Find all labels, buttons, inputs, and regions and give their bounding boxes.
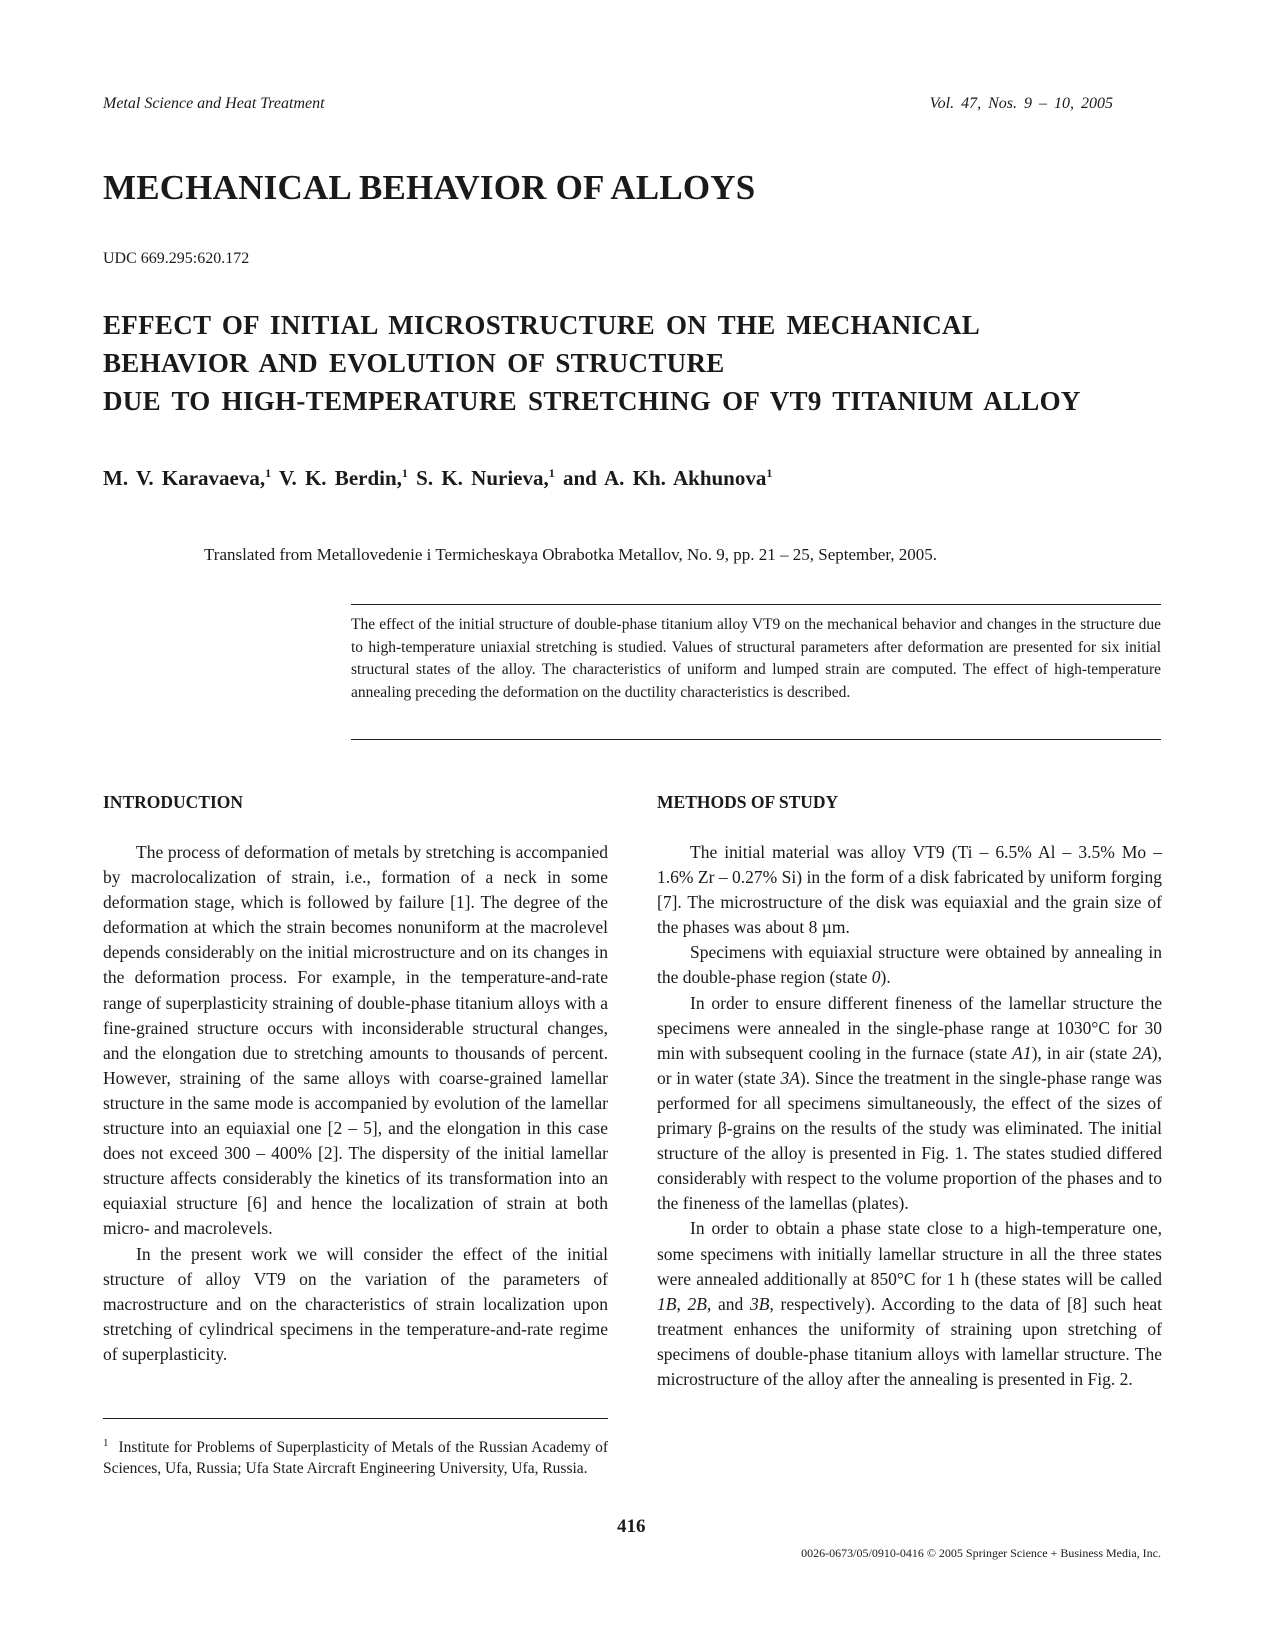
text-run: ). Since the treatment in the single-phase range was performed for all specimens simultaneously, the effect of the sizes of primary β-grains on the results of the study was eliminated. The initial structure of the alloy is presented in Fig. 1. The states studied differed considerably with respect to the volume proportion of the phases and to the fineness of the lamellas (plates). xyxy=(657,1067,1162,1214)
text-run: In order to obtain a phase state close to a high-temperature one, some specimens with initially lamellar structure in all the three states were annealed additionally at 850°C for 1 h (these states will be called xyxy=(657,1218,1162,1289)
introduction-paragraph: In the present work we will consider the effect of the initial structure of alloy VT9 on the variation of the parameters of macrostructure and on the characteristics of strain localization upon stretching of cylindrical specimens in the temperature-and-rate regime of superplasticity. xyxy=(103,1243,608,1364)
text-run: In order to ensure different fineness of the lamellar structure the specimens were annealed in the single-phase range at 1030°C for 30 min with subsequent cooling in the furnace (state xyxy=(657,992,1162,1063)
text-run: , xyxy=(676,1293,688,1314)
title-line-1: EFFECT OF INITIAL MICROSTRUCTURE ON THE MECHANICAL xyxy=(103,310,981,340)
author-name: M. V. Karavaeva, xyxy=(103,466,266,490)
article-title xyxy=(103,306,1183,420)
left-column xyxy=(103,790,608,1367)
copyright-line: 0026-0673/05/0910-0416 © 2005 Springer Science + Business Media, Inc. xyxy=(801,1546,1161,1560)
methods-paragraph xyxy=(657,940,1162,990)
page-number: 416 xyxy=(617,1516,646,1537)
state-label: 1B xyxy=(657,1293,677,1314)
state-label: 2A xyxy=(1132,1042,1152,1063)
affiliation-mark: 1 xyxy=(766,466,773,480)
methods-heading: METHODS OF STUDY xyxy=(657,792,839,812)
text-run: ), or in water (state xyxy=(657,1042,1162,1088)
abstract: The effect of the initial structure of double-phase titanium alloy VT9 on the mechanical behavior and changes in the structure due to high-temperature uniaxial stretching is studied. Values of structural parameters after deformation are presented for six initial structural states of the alloy. The characteristics of uniform and lumped strain are computed. The effect of high-temperature annealing preceding the deformation on the ductility characteristics is described. xyxy=(351,616,1161,701)
journal-volume: Vol. 47, Nos. 9 – 10, 2005 xyxy=(929,95,1113,112)
udc-code: UDC 669.295:620.172 xyxy=(103,250,250,267)
footnote-rule xyxy=(103,1418,608,1419)
text-run: Specimens with equiaxial structure were obtained by annealing in the double-phase region (state xyxy=(657,942,1162,988)
state-label: 3B xyxy=(749,1293,770,1314)
text-run: , respectively). According to the data of [8] such heat treatment enhances the uniformity of straining upon stretching of specimens of double-phase titanium alloys with lamellar structure. The microstructure of the alloy after the annealing is presented in Fig. 2. xyxy=(657,1293,1162,1389)
state-label: 0 xyxy=(871,967,881,988)
abstract-top-rule xyxy=(351,604,1161,605)
author-list xyxy=(103,466,772,491)
affiliation-mark: 1 xyxy=(548,466,555,480)
section-heading: MECHANICAL BEHAVIOR OF ALLOYS xyxy=(103,168,756,207)
right-column xyxy=(657,790,1162,1392)
translation-note: Translated from Metallovedenie i Termicheskaya Obrabotka Metallov, No. 9, pp. 21 – 25, September, 2005. xyxy=(204,545,938,564)
state-label: A1 xyxy=(1012,1042,1032,1063)
state-label: 3A xyxy=(780,1067,800,1088)
methods-paragraph: The initial material was alloy VT9 (Ti – 6.5% Al – 3.5% Mo – 1.6% Zr – 0.27% Si) in the form of a disk fabricated by uniform forging [7]. The microstructure of the disk was equiaxial and the grain size of the phases was about 8 µm. xyxy=(657,842,1162,938)
title-line-3: DUE TO HIGH-TEMPERATURE STRETCHING OF VT9 TITANIUM ALLOY xyxy=(103,386,1081,416)
author-name: and A. Kh. Akhunova xyxy=(563,466,767,490)
author-name: S. K. Nurieva, xyxy=(416,466,549,490)
text-run: , and xyxy=(706,1293,750,1314)
text-run: ), in air (state xyxy=(1031,1042,1133,1063)
abstract-bottom-rule xyxy=(351,739,1161,740)
author-name: V. K. Berdin, xyxy=(279,466,402,490)
text-run: ). xyxy=(880,967,891,988)
footnote-mark: 1 xyxy=(103,1437,109,1449)
state-label: 2B xyxy=(687,1293,707,1314)
introduction-heading: INTRODUCTION xyxy=(103,792,244,812)
footnote xyxy=(103,1433,608,1479)
introduction-paragraph: The process of deformation of metals by stretching is accompanied by macrolocalization of strain, i.e., formation of a neck in some deformation stage, which is followed by failure [1]. The degree of the deformation at which the strain becomes nonuniform at the macrolevel depends considerably on the initial microstructure and on its changes in the deformation process. For example, in the temperature-and-rate range of superplasticity straining of double-phase titanium alloys with a fine-grained structure occurs with inconsiderable structural changes, and the elongation due to stretching amounts to thousands of percent. However, straining of the same alloys with coarse-grained lamellar structure in the same mode is accompanied by evolution of the lamellar structure into an equiaxial one [2 – 5], and the elongation in this case does not exceed 300 – 400% [2]. The dispersity of the initial lamellar structure affects considerably the kinetics of its transformation into an equiaxial structure [6] and hence the localization of strain at both micro- and macrolevels. xyxy=(103,842,608,1239)
title-line-2: BEHAVIOR AND EVOLUTION OF STRUCTURE xyxy=(103,348,725,378)
affiliation-mark: 1 xyxy=(401,466,408,480)
affiliation-mark: 1 xyxy=(265,466,272,480)
methods-paragraph xyxy=(657,991,1162,1217)
journal-name: Metal Science and Heat Treatment xyxy=(103,95,325,112)
methods-paragraph xyxy=(657,1216,1162,1392)
footnote-text: Institute for Problems of Superplasticity of Metals of the Russian Academy of Sciences, Ufa, Russia; Ufa State Aircraft Engineering University, Ufa, Russia. xyxy=(103,1439,608,1477)
